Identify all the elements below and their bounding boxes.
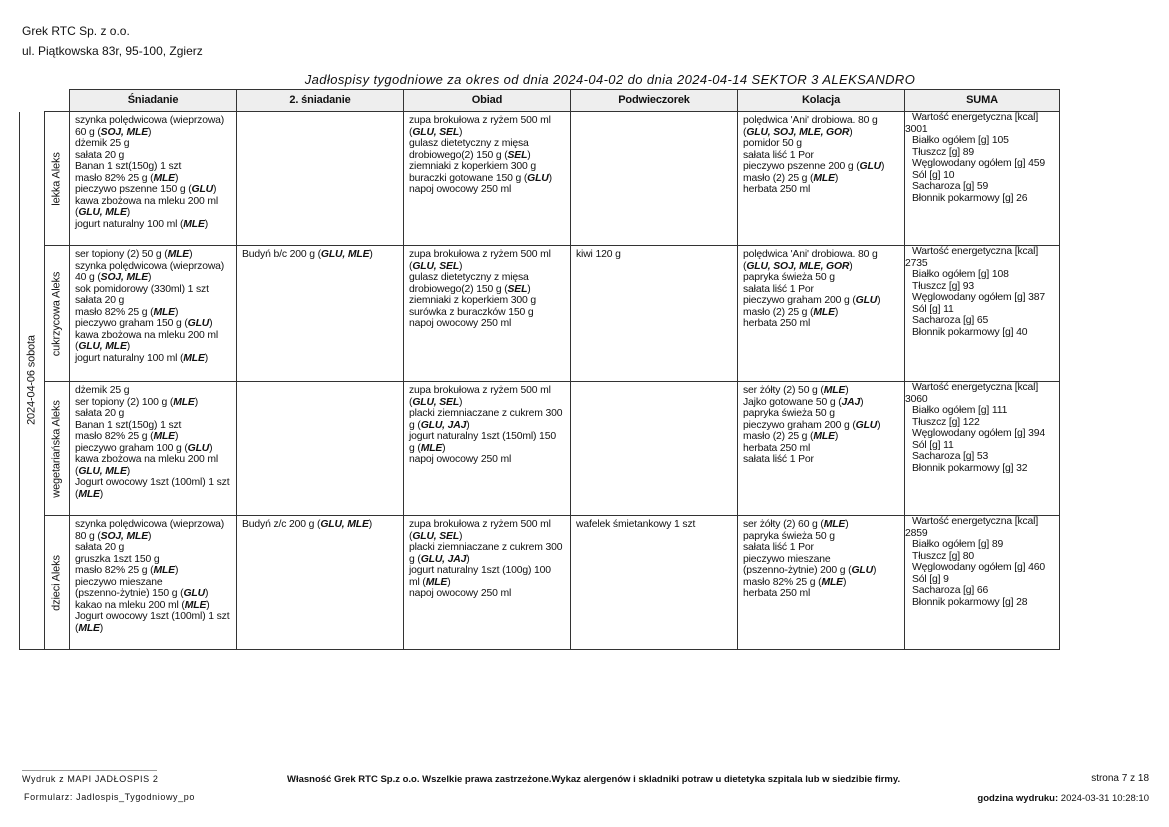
nutrient-line: Błonnik pokarmowy [g] 32 xyxy=(912,462,1028,474)
nutrient-line: Sól [g] 11 xyxy=(912,303,954,315)
allergen-codes: MLE xyxy=(78,488,100,500)
menu-line: kawa zbożowa na mleku 200 ml xyxy=(75,329,219,341)
nutrient-line: Białko ogółem [g] 111 xyxy=(912,405,1008,416)
menu-line: sałata 20 g xyxy=(75,542,125,553)
menu-line: papryka świeża 50 g xyxy=(743,530,835,542)
menu-line: papryka świeża 50 g xyxy=(743,272,835,283)
header-spacer-diet xyxy=(45,90,70,112)
menu-line: sałata liść 1 Por xyxy=(743,149,814,161)
menu-line: (MLE) xyxy=(75,488,104,500)
nutrient-line: Błonnik pokarmowy [g] 26 xyxy=(912,192,1028,204)
diet-cell xyxy=(45,246,70,382)
menu-line: herbata 250 ml xyxy=(743,588,811,599)
diet-label: cukrzycowa Aleks xyxy=(50,271,63,356)
menu-line: ser topiony (2) 100 g (MLE) xyxy=(75,396,198,408)
menu-line: kakao na mleku 200 ml (MLE) xyxy=(75,599,210,611)
energy-value: 2859 xyxy=(905,527,928,539)
menu-line: (GLU, SOJ, MLE, GOR) xyxy=(743,260,853,272)
menu-line: (GLU, SEL) xyxy=(409,126,463,138)
menu-line: zupa brokułowa z ryżem 500 ml xyxy=(409,115,551,126)
meal-cell-breakfast xyxy=(70,382,237,516)
allergen-codes: MLE xyxy=(153,306,175,318)
meal-cell-breakfast xyxy=(70,516,237,650)
sum-cell xyxy=(905,112,1060,246)
allergen-codes: MLE xyxy=(153,172,175,184)
menu-line: jogurt naturalny 100 ml (MLE) xyxy=(75,218,209,230)
menu-line: Jogurt owocowy 1szt (100ml) 1 szt xyxy=(75,611,230,622)
menu-line: surówka z buraczków 150 g xyxy=(409,306,534,318)
allergen-codes: GLU, MLE xyxy=(78,465,127,477)
menu-line: zupa brokułowa z ryżem 500 ml xyxy=(409,519,551,530)
meal-cell-second-breakfast xyxy=(237,382,404,516)
menu-line: drobiowego(2) 150 g (SEL) xyxy=(409,149,531,161)
meal-cell-dinner xyxy=(738,246,905,382)
menu-line: (GLU, SEL) xyxy=(409,260,463,272)
meal-cell-dinner xyxy=(738,382,905,516)
energy-label: Wartość energetyczna [kcal] xyxy=(912,246,1039,257)
nutrient-line: Białko ogółem [g] 108 xyxy=(912,269,1009,280)
menu-line: drobiowego(2) 150 g (SEL) xyxy=(409,283,531,295)
menu-line: zupa brokułowa z ryżem 500 ml xyxy=(409,385,551,396)
menu-line: (pszenno-żytnie) 200 g (GLU) xyxy=(743,565,877,576)
header-dinner: Kolacja xyxy=(738,90,905,112)
menu-line: pieczywo mieszane xyxy=(75,576,163,588)
menu-line: masło 82% 25 g (MLE) xyxy=(75,306,179,318)
footer-divider xyxy=(22,770,157,771)
meal-cell-dinner xyxy=(738,112,905,246)
allergen-codes: MLE xyxy=(153,431,175,442)
allergen-codes: GLU xyxy=(191,184,214,195)
meal-cell-breakfast xyxy=(70,112,237,246)
menu-line: jogurt naturalny 100 ml (MLE) xyxy=(75,352,209,364)
meal-cell-breakfast xyxy=(70,246,237,382)
allergen-codes: GLU xyxy=(855,295,878,306)
menu-line: sałata liść 1 Por xyxy=(743,454,814,465)
nutrient-line: Sól [g] 11 xyxy=(912,439,954,451)
menu-line: masło 82% 25 g (MLE) xyxy=(75,565,179,576)
menu-line: sałata liść 1 Por xyxy=(743,283,814,295)
menu-line: napoj owocowy 250 ml xyxy=(409,184,512,195)
allergen-codes: GLU, MLE xyxy=(78,207,127,218)
header-sum: SUMA xyxy=(905,90,1060,112)
allergen-codes: MLE xyxy=(813,306,835,318)
nutrient-line: Węglowodany ogółem [g] 387 xyxy=(912,292,1045,303)
meal-cell-lunch xyxy=(404,112,571,246)
menu-line: pieczywo pszenne 150 g (GLU) xyxy=(75,184,217,195)
menu-line: gulasz dietetyczny z mięsa xyxy=(409,272,529,283)
menu-line: sałata liść 1 Por xyxy=(743,542,814,553)
menu-line: polędwica 'Ani' drobiowa. 80 g xyxy=(743,249,878,260)
footer-form: Formularz: Jadlospis_Tygodniowy_po xyxy=(24,792,195,802)
sum-cell xyxy=(905,246,1060,382)
menu-line: masło 82% 25 g (MLE) xyxy=(743,576,847,588)
print-time-value: 2024-03-31 10:28:10 xyxy=(1060,793,1149,804)
meal-cell-lunch xyxy=(404,382,571,516)
allergen-codes: MLE xyxy=(183,218,205,230)
energy-value: 2735 xyxy=(905,257,928,269)
header-row xyxy=(20,90,1060,112)
nutrient-line: Sacharoza [g] 65 xyxy=(912,315,989,326)
company-name: Grek RTC Sp. z o.o. xyxy=(22,24,130,38)
menu-line: papryka świeża 50 g xyxy=(743,408,835,419)
menu-line: masło (2) 25 g (MLE) xyxy=(743,431,839,442)
allergen-codes: GLU xyxy=(187,442,210,454)
header-second-breakfast: 2. śniadanie xyxy=(237,90,404,112)
nutrient-line: Węglowodany ogółem [g] 459 xyxy=(912,158,1045,169)
menu-line: (GLU, SOJ, MLE, GOR) xyxy=(743,126,853,138)
nutrient-line: Sól [g] 9 xyxy=(912,573,949,585)
nutrient-line: Węglowodany ogółem [g] 394 xyxy=(912,428,1045,439)
meal-cell-second-breakfast xyxy=(237,246,404,382)
menu-line: szynka polędwicowa (wieprzowa) xyxy=(75,260,225,272)
menu-line: zupa brokułowa z ryżem 500 ml xyxy=(409,249,551,260)
allergen-codes: JAJ xyxy=(841,396,861,408)
meal-cell-lunch xyxy=(404,516,571,650)
energy-label: Wartość energetyczna [kcal] xyxy=(912,112,1039,123)
menu-line: jogurt naturalny 1szt (150ml) 150 xyxy=(409,431,556,442)
menu-line: ser żółty (2) 50 g (MLE) xyxy=(743,385,849,396)
document-title: Jadłospisy tygodniowe za okres od dnia 2024-04-02 do dnia 2024-04-14 SEKTOR 3 ALEKSANDRO xyxy=(304,72,916,87)
menu-line: wafelek śmietankowy 1 szt xyxy=(576,519,696,530)
menu-line: pomidor 50 g xyxy=(743,138,802,149)
allergen-codes: GLU, SOJ, MLE, GOR xyxy=(746,260,850,272)
allergen-codes: SOJ, MLE xyxy=(100,530,148,542)
print-time-label: godzina wydruku: xyxy=(977,793,1059,804)
date-label: 2024-04-06 sobota xyxy=(25,335,38,426)
menu-line: Banan 1 szt(150g) 1 szt xyxy=(75,161,182,172)
menu-line: (GLU, SEL) xyxy=(409,396,463,408)
allergen-codes: GLU xyxy=(527,172,549,184)
menu-line: (GLU, MLE) xyxy=(75,465,131,477)
menu-line: napoj owocowy 250 ml xyxy=(409,454,512,465)
menu-line: herbata 250 ml xyxy=(743,184,811,195)
menu-line: gulasz dietetyczny z mięsa xyxy=(409,138,529,149)
allergen-codes: GLU, SEL xyxy=(412,396,460,408)
energy-value: 3001 xyxy=(905,123,928,135)
date-cell xyxy=(20,112,45,650)
nutrient-line: Tłuszcz [g] 122 xyxy=(912,416,980,428)
meal-cell-second-breakfast xyxy=(237,516,404,650)
nutrient-line: Błonnik pokarmowy [g] 40 xyxy=(912,326,1028,338)
menu-line: szynka polędwicowa (wieprzowa) xyxy=(75,519,225,530)
footer-ownership: Własność Grek RTC Sp.z o.o. Wszelkie prawa zastrzeżone.Wykaz alergenów i skladniki potraw u dietetyka szpitala lub w siedzibie firmy. xyxy=(287,774,901,785)
menu-line: Jajko gotowane 50 g (JAJ) xyxy=(743,396,864,408)
allergen-codes: SOJ, MLE xyxy=(100,126,148,138)
menu-line: Banan 1 szt(150g) 1 szt xyxy=(75,419,182,431)
nutrient-line: Białko ogółem [g] 89 xyxy=(912,539,1004,550)
diet-cell xyxy=(45,382,70,516)
menu-line: sałata 20 g xyxy=(75,295,125,306)
menu-line: napoj owocowy 250 ml xyxy=(409,588,512,599)
menu-table xyxy=(19,89,1060,650)
menu-line: (GLU, SEL) xyxy=(409,530,463,542)
energy-value: 3060 xyxy=(905,393,928,405)
allergen-codes: GLU, SEL xyxy=(412,530,460,542)
meal-cell-snack xyxy=(571,382,738,516)
header-breakfast: Śniadanie xyxy=(70,90,237,112)
nutrient-line: Błonnik pokarmowy [g] 28 xyxy=(912,596,1028,608)
nutrient-line: Białko ogółem [g] 105 xyxy=(912,135,1009,146)
allergen-codes: SEL xyxy=(507,149,528,161)
meal-cell-second-breakfast xyxy=(237,112,404,246)
menu-line: (GLU, MLE) xyxy=(75,341,131,352)
page-number: strona 7 z 18 xyxy=(1091,773,1149,784)
meal-cell-snack xyxy=(571,516,738,650)
menu-line: masło 82% 25 g (MLE) xyxy=(75,172,179,184)
allergen-codes: MLE xyxy=(78,622,100,634)
menu-line: napoj owocowy 250 ml xyxy=(409,318,512,329)
menu-line: pieczywo graham 150 g (GLU) xyxy=(75,318,213,329)
menu-line: herbata 250 ml xyxy=(743,442,811,454)
menu-line: 60 g (SOJ, MLE) xyxy=(75,126,152,138)
nutrient-line: Tłuszcz [g] 80 xyxy=(912,550,974,562)
allergen-codes: GLU, JAJ xyxy=(420,419,467,431)
menu-line: Jogurt owocowy 1szt (100ml) 1 szt xyxy=(75,477,230,488)
menu-line: sałata 20 g xyxy=(75,149,125,161)
header-lunch: Obiad xyxy=(404,90,571,112)
menu-line: ml (MLE) xyxy=(409,576,451,588)
allergen-codes: GLU xyxy=(183,588,205,599)
sum-cell xyxy=(905,382,1060,516)
menu-line: sałata 20 g xyxy=(75,408,125,419)
menu-line: kiwi 120 g xyxy=(576,249,621,260)
meal-cell-snack xyxy=(571,246,738,382)
menu-line: Budyń b/c 200 g (GLU, MLE) xyxy=(242,249,373,260)
allergen-codes: GLU, SOJ, MLE, GOR xyxy=(746,126,850,138)
menu-line: kawa zbożowa na mleku 200 ml xyxy=(75,195,219,207)
nutrient-line: Sacharoza [g] 53 xyxy=(912,451,989,462)
allergen-codes: MLE xyxy=(823,385,846,396)
table-row xyxy=(20,516,1060,650)
nutrient-line: Sacharoza [g] 66 xyxy=(912,585,989,596)
meal-cell-snack xyxy=(571,112,738,246)
nutrient-line: Węglowodany ogółem [g] 460 xyxy=(912,562,1045,573)
energy-label: Wartość energetyczna [kcal] xyxy=(912,382,1039,393)
allergen-codes: SEL xyxy=(507,283,528,295)
energy-label: Wartość energetyczna [kcal] xyxy=(912,516,1039,527)
menu-line: dżemik 25 g xyxy=(75,385,130,396)
allergen-codes: MLE xyxy=(425,576,448,588)
menu-line: (GLU, MLE) xyxy=(75,207,131,218)
allergen-codes: MLE xyxy=(823,519,846,530)
menu-line: pieczywo pszenne 200 g (GLU) xyxy=(743,161,885,172)
menu-line: 40 g (SOJ, MLE) xyxy=(75,272,152,283)
menu-line: 80 g (SOJ, MLE) xyxy=(75,530,152,542)
table-row xyxy=(20,382,1060,516)
menu-line: ser topiony (2) 50 g (MLE) xyxy=(75,249,193,260)
diet-label: wegetariańska Aleks xyxy=(50,399,63,498)
menu-line: pieczywo mieszane xyxy=(743,553,831,565)
diet-label: dzieci Aleks xyxy=(50,554,63,611)
allergen-codes: GLU xyxy=(855,419,878,431)
table-row xyxy=(20,246,1060,382)
meal-cell-dinner xyxy=(738,516,905,650)
menu-line: (pszenno-żytnie) 150 g (GLU) xyxy=(75,588,209,599)
menu-line: g (GLU, JAJ) xyxy=(409,553,470,565)
allergen-codes: GLU xyxy=(859,161,882,172)
menu-line: pieczywo graham 200 g (GLU) xyxy=(743,419,881,431)
allergen-codes: GLU, SEL xyxy=(412,260,460,272)
allergen-codes: GLU xyxy=(851,565,873,576)
allergen-codes: MLE xyxy=(813,172,835,184)
allergen-codes: GLU, JAJ xyxy=(420,553,467,565)
menu-line: g (GLU, JAJ) xyxy=(409,419,470,431)
menu-line: herbata 250 ml xyxy=(743,318,811,329)
allergen-codes: GLU xyxy=(187,318,210,329)
nutrient-line: Tłuszcz [g] 89 xyxy=(912,146,974,158)
menu-line: masło (2) 25 g (MLE) xyxy=(743,172,839,184)
allergen-codes: MLE xyxy=(420,442,443,454)
table-row xyxy=(20,112,1060,246)
footer-printed-from: Wydruk z MAPI JADŁOSPIS 2 xyxy=(22,774,159,784)
header-spacer-date xyxy=(20,90,45,112)
allergen-codes: MLE xyxy=(173,396,195,408)
menu-line: placki ziemniaczane z cukrem 300 xyxy=(409,408,563,419)
company-address: ul. Piątkowska 83r, 95-100, Zgierz xyxy=(22,44,203,58)
menu-line: polędwica 'Ani' drobiowa. 80 g xyxy=(743,115,878,126)
menu-line: sok pomidorowy (330ml) 1 szt xyxy=(75,283,209,295)
menu-line: ziemniaki z koperkiem 300 g xyxy=(409,161,537,172)
allergen-codes: GLU, MLE xyxy=(320,249,370,260)
nutrient-line: Sacharoza [g] 59 xyxy=(912,181,989,192)
allergen-codes: MLE xyxy=(183,352,205,364)
menu-line: g (MLE) xyxy=(409,442,446,454)
menu-line: dżemik 25 g xyxy=(75,138,130,149)
allergen-codes: MLE xyxy=(184,599,207,611)
header-snack: Podwieczorek xyxy=(571,90,738,112)
menu-line: masło 82% 25 g (MLE) xyxy=(75,431,179,442)
nutrient-line: Tłuszcz [g] 93 xyxy=(912,280,974,292)
menu-line: pieczywo graham 100 g (GLU) xyxy=(75,442,213,454)
diet-cell xyxy=(45,516,70,650)
allergen-codes: GLU, MLE xyxy=(78,341,127,352)
allergen-codes: MLE xyxy=(153,565,175,576)
menu-line: ziemniaki z koperkiem 300 g xyxy=(409,295,537,306)
allergen-codes: GLU, SEL xyxy=(412,126,460,138)
menu-line: masło (2) 25 g (MLE) xyxy=(743,306,839,318)
diet-cell xyxy=(45,112,70,246)
allergen-codes: SOJ, MLE xyxy=(100,272,148,283)
menu-line: pieczywo graham 200 g (GLU) xyxy=(743,295,881,306)
meal-cell-lunch xyxy=(404,246,571,382)
print-time xyxy=(977,793,1149,804)
menu-line: (MLE) xyxy=(75,622,104,634)
menu-line: kawa zbożowa na mleku 200 ml xyxy=(75,454,219,465)
allergen-codes: MLE xyxy=(167,249,190,260)
allergen-codes: GLU, MLE xyxy=(320,519,369,530)
allergen-codes: MLE xyxy=(821,576,843,588)
sum-cell xyxy=(905,516,1060,650)
allergen-codes: MLE xyxy=(813,431,835,442)
menu-line: ser żółty (2) 60 g (MLE) xyxy=(743,519,849,530)
menu-line: jogurt naturalny 1szt (100g) 100 xyxy=(409,565,551,576)
menu-line: placki ziemniaczane z cukrem 300 xyxy=(409,542,563,553)
menu-line: buraczki gotowane 150 g (GLU) xyxy=(409,172,552,184)
diet-label: lekka Aleks xyxy=(50,151,63,206)
menu-line: gruszka 1szt 150 g xyxy=(75,553,160,565)
menu-line: Budyń z/c 200 g (GLU, MLE) xyxy=(242,519,373,530)
menu-line: szynka polędwicowa (wieprzowa) xyxy=(75,115,225,126)
nutrient-line: Sól [g] 10 xyxy=(912,169,955,181)
